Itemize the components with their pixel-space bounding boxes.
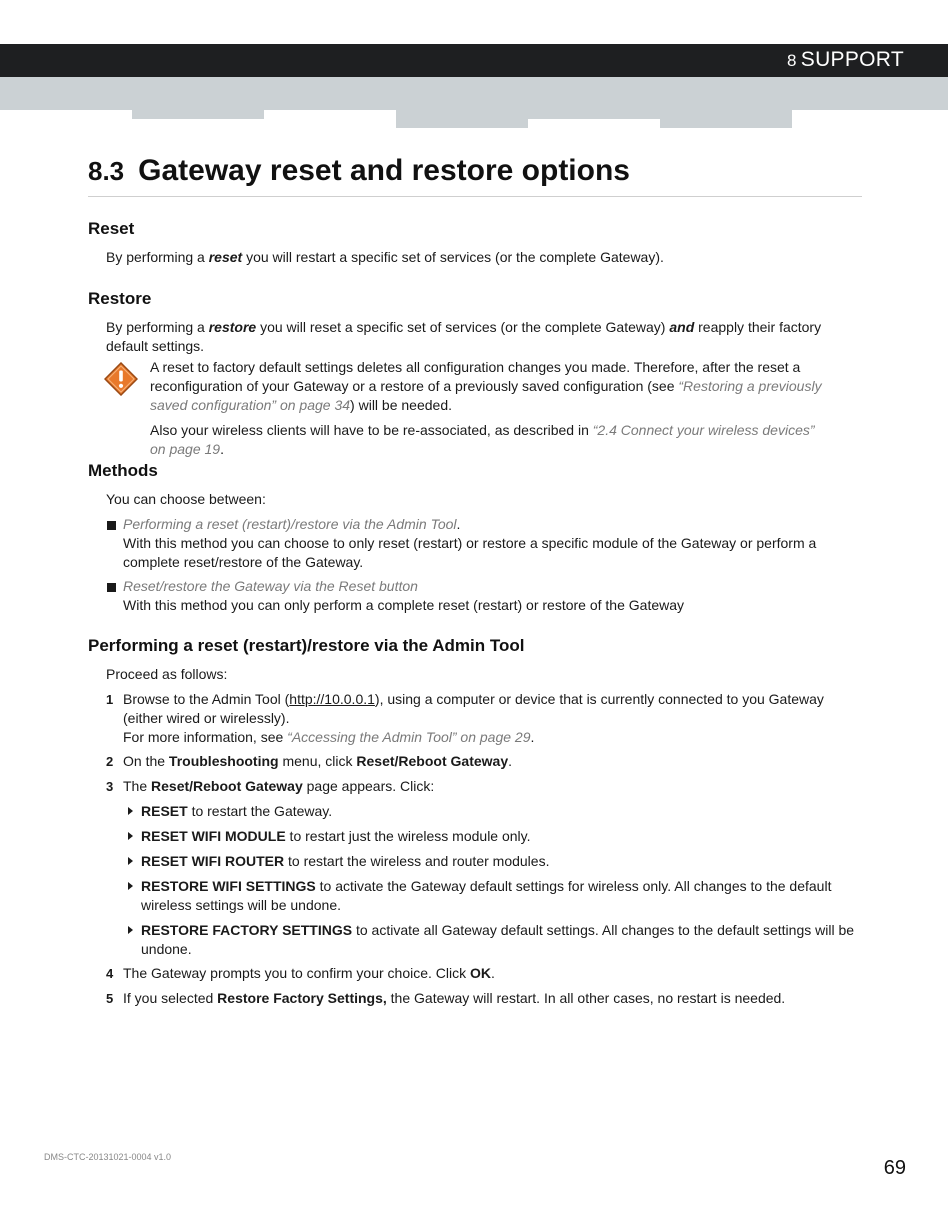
methods-intro: You can choose between: xyxy=(106,491,266,507)
chapter-tab xyxy=(528,110,660,119)
triangle-bullet-icon xyxy=(128,832,133,840)
chapter-header-bar xyxy=(0,44,948,77)
step-number: 4 xyxy=(106,966,114,981)
chapter-tab xyxy=(132,110,264,119)
admin-tool-heading: Performing a reset (restart)/restore via the Admin Tool xyxy=(88,636,525,655)
chapter-tab xyxy=(660,110,792,128)
option-reset: RESET to restart the Gateway. xyxy=(141,803,333,819)
chapter-number: 8 xyxy=(787,51,797,70)
triangle-bullet-icon xyxy=(128,926,133,934)
section-heading: Gateway reset and restore options xyxy=(138,154,630,187)
admin-tool-url-link[interactable]: http://10.0.0.1 xyxy=(289,691,375,707)
step-number: 3 xyxy=(106,779,114,794)
step-2: On the Troubleshooting menu, click Reset/Reboot Gateway. xyxy=(123,753,512,769)
triangle-bullet-icon xyxy=(128,882,133,890)
step-4: The Gateway prompts you to confirm your choice. Click OK. xyxy=(123,965,495,981)
option-restore-factory-settings: RESTORE FACTORY SETTINGS to activate all Gateway default settings. All changes to the default settings will be undone. xyxy=(141,922,855,957)
chapter-title xyxy=(787,48,904,72)
bullet-marker xyxy=(107,521,116,530)
step-number: 2 xyxy=(106,754,114,769)
section-number: 8.3 xyxy=(88,156,125,186)
step-number: 5 xyxy=(106,991,114,1006)
methods-heading: Methods xyxy=(88,461,158,480)
option-restore-wifi-settings: RESTORE WIFI SETTINGS to activate the Gateway default settings for wireless only. All changes to the default wireless settings will be undone. xyxy=(141,878,832,913)
reset-button-method-link[interactable]: Reset/restore the Gateway via the Reset button xyxy=(123,578,418,594)
step-3: The Reset/Reboot Gateway page appears. Click: xyxy=(123,778,435,794)
chapter-tab-band xyxy=(0,77,948,110)
bullet-marker xyxy=(107,583,116,592)
connect-wireless-link[interactable]: “2.4 Connect your wireless devices” on page 19 xyxy=(150,422,815,457)
reset-paragraph: By performing a reset you will restart a specific set of services (or the complete Gateway). xyxy=(106,249,664,265)
option-reset-wifi-router: RESET WIFI ROUTER to restart the wireless and router modules. xyxy=(141,853,550,869)
warning-icon xyxy=(104,362,138,396)
reset-heading: Reset xyxy=(88,219,135,238)
admin-tool-intro: Proceed as follows: xyxy=(106,666,228,682)
step-5: If you selected Restore Factory Settings, the Gateway will restart. In all other cases, no restart is needed. xyxy=(123,990,786,1006)
list-item: Reset/restore the Gateway via the Reset button With this method you can only perform a complete reset (restart) or restore of the Gateway xyxy=(123,578,685,613)
warning-text-2: Also your wireless clients will have to be re-associated, as described in “2.4 Connect your wireless devices” on page 19. xyxy=(150,422,815,457)
step-number: 1 xyxy=(106,692,114,707)
restore-heading: Restore xyxy=(88,289,152,308)
restore-config-link[interactable]: “Restoring a previously saved configuration” on page 34 xyxy=(150,378,822,413)
chapter-tab-active xyxy=(396,110,528,128)
warning-text: A reset to factory default settings deletes all configuration changes you made. Therefore, after the reset a reconfiguration of your Gateway or a restore of a previously saved configuration (see “Restoring a previously saved configuration” on page 34) will be needed. xyxy=(150,359,822,413)
chapter-name: SUPPORT xyxy=(800,48,904,71)
accessing-admin-tool-link[interactable]: “Accessing the Admin Tool” on page 29 xyxy=(287,729,531,745)
page-number: 69 xyxy=(883,1157,906,1179)
triangle-bullet-icon xyxy=(128,857,133,865)
option-reset-wifi-module: RESET WIFI MODULE to restart just the wireless module only. xyxy=(141,828,531,844)
triangle-bullet-icon xyxy=(128,807,133,815)
admin-tool-method-link[interactable]: Performing a reset (restart)/restore via the Admin Tool xyxy=(123,516,457,532)
section-title xyxy=(88,154,862,197)
list-item: Performing a reset (restart)/restore via the Admin Tool. With this method you can choose to only reset (restart) or restore a specific module of the Gateway or perform a complete reset/restore of the Gateway. xyxy=(123,516,817,570)
step-1: Browse to the Admin Tool (http://10.0.0.1), using a computer or device that is currently connected to you Gateway (either wired or wirelessly). For more information, see “Accessing the Admin Tool” on page 29. xyxy=(123,691,824,745)
restore-paragraph: By performing a restore you will reset a specific set of services (or the complete Gateway) and reapply their factory default settings. xyxy=(106,319,822,354)
document-id: DMS-CTC-20131021-0004 v1.0 xyxy=(44,1152,172,1162)
